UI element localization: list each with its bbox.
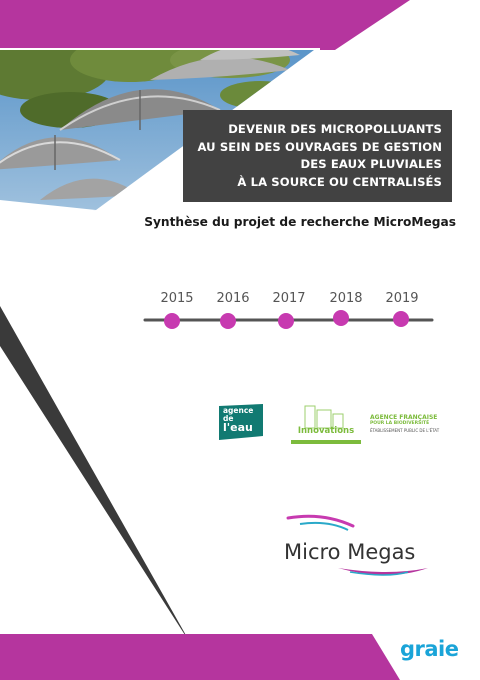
agence-eau-line-1: agence	[223, 406, 254, 415]
innovations-title: Innovations	[297, 426, 355, 436]
afb-line-1: AGENCE FRANÇAISE	[370, 414, 438, 421]
diagonal-shard	[0, 300, 200, 650]
year-2016: 2016	[216, 291, 250, 306]
agence-eau-line-3: l'eau	[223, 421, 253, 434]
subtitle: Synthèse du projet de recherche MicroMegas	[144, 215, 456, 229]
afb-logo	[370, 414, 460, 442]
year-2015: 2015	[160, 291, 194, 306]
timeline-dot-2018	[333, 310, 349, 326]
afb-line-2: POUR LA BIODIVERSITÉ	[370, 421, 430, 426]
title-line-4: À LA SOURCE OU CENTRALISÉS	[237, 174, 442, 189]
timeline-dot-2017	[278, 313, 294, 329]
title-line-3: DES EAUX PLUVIALES	[300, 157, 442, 171]
agence-eau-line-2: de	[223, 413, 234, 423]
timeline-dot-2016	[220, 313, 236, 329]
title-line-2: AU SEIN DES OUVRAGES DE GESTION	[197, 139, 442, 154]
innovations-logo	[289, 404, 363, 446]
title-line-1: DEVENIR DES MICROPOLLUANTS	[228, 122, 442, 136]
year-2018: 2018	[329, 291, 363, 306]
micromegas-logo	[268, 512, 448, 582]
graie-logo: graie	[400, 637, 459, 661]
micromegas-text: Micro Megas	[284, 540, 416, 564]
year-2019: 2019	[385, 291, 419, 306]
afb-line-3: ÉTABLISSEMENT PUBLIC DE L'ÉTAT	[370, 428, 440, 433]
top-band-diagonal	[0, 0, 480, 60]
innovations-skyline	[289, 404, 363, 446]
year-2017: 2017	[272, 291, 306, 306]
title-box	[183, 110, 452, 202]
agence-de-leau-logo	[217, 404, 265, 444]
timeline-dot-2019	[393, 311, 409, 327]
